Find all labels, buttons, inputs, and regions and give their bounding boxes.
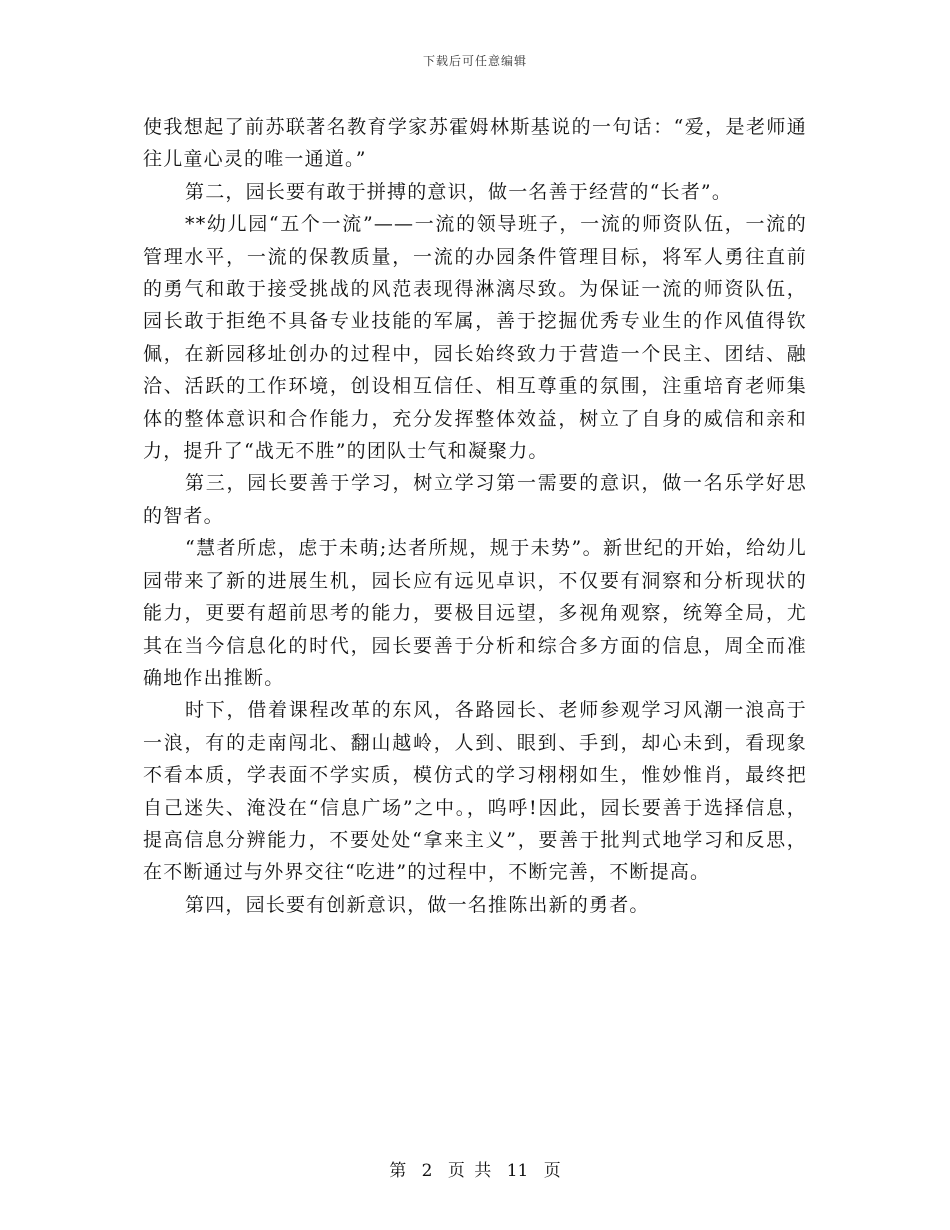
paragraph-4: 第三，园长要善于学习，树立学习第一需要的意识，做一名乐学好思的智者。 (143, 472, 807, 527)
paragraph-7: 第四，园长要有创新意识，做一名推陈出新的勇者。 (185, 893, 650, 916)
paragraph-6: 时下，借着课程改革的东风，各路园长、老师参观学习风潮一浪高于一浪，有的走南闯北、翻山越岭，人到、眼到、手到，却心未到，看现象不看本质，学表面不学实质，模仿式的学习栩栩如生，惟妙惟肖，最终把自己迷失、淹没在“信息广场”之中。，呜呼!因此，园长要善于选择信息，提高信息分辨能力，不要处处“拿来主义”，要善于批判式地学习和反思，在不断通过与外界交往“吃进”的过程中，不断完善，不断提高。 (143, 699, 807, 884)
footer-suffix: 页 (543, 1161, 561, 1181)
footer-current-page: 2 (421, 1161, 433, 1181)
page-header-note: 下载后可任意编辑 (422, 54, 527, 68)
footer-prefix: 第 (389, 1161, 407, 1181)
paragraph-2: 第二，园长要有敢于拼搏的意识，做一名善于经营的“长者”。 (185, 180, 733, 203)
footer-middle: 页 共 (447, 1161, 492, 1181)
paragraph-5: “慧者所虑，虑于未萌;达者所规，规于未势”。新世纪的开始，给幼儿园带来了新的进展生机，园长应有远见卓识，不仅要有洞察和分析现状的能力，更要有超前思考的能力，要极目远望，多视角观察，统筹全局，尤其在当今信息化的时代，园长要善于分析和综合多方面的信息，周全而准确地作出推断。 (143, 537, 807, 689)
document-body (143, 111, 807, 921)
paragraph-3: **幼儿园“五个一流”——一流的领导班子，一流的师资队伍，一流的管理水平，一流的保教质量，一流的办园条件管理目标，将军人勇往直前的勇气和敢于接受挑战的风范表现得淋漓尽致。为保证一流的师资队伍，园长敢于拒绝不具备专业技能的军属，善于挖掘优秀专业生的作风值得钦佩，在新园移址创办的过程中，园长始终致力于营造一个民主、团结、融洽、活跃的工作环境，创设相互信任、相互尊重的氛围，注重培育老师集体的整体意识和合作能力，充分发挥整体效益，树立了自身的威信和亲和力，提升了“战无不胜”的团队士气和凝聚力。 (143, 213, 807, 463)
paragraph-1: 使我想起了前苏联著名教育学家苏霍姆林斯基说的一句话：“爱，是老师通往儿童心灵的唯一通道。” (143, 116, 807, 171)
footer-total-pages: 11 (506, 1161, 529, 1181)
page-footer (0, 1156, 950, 1181)
